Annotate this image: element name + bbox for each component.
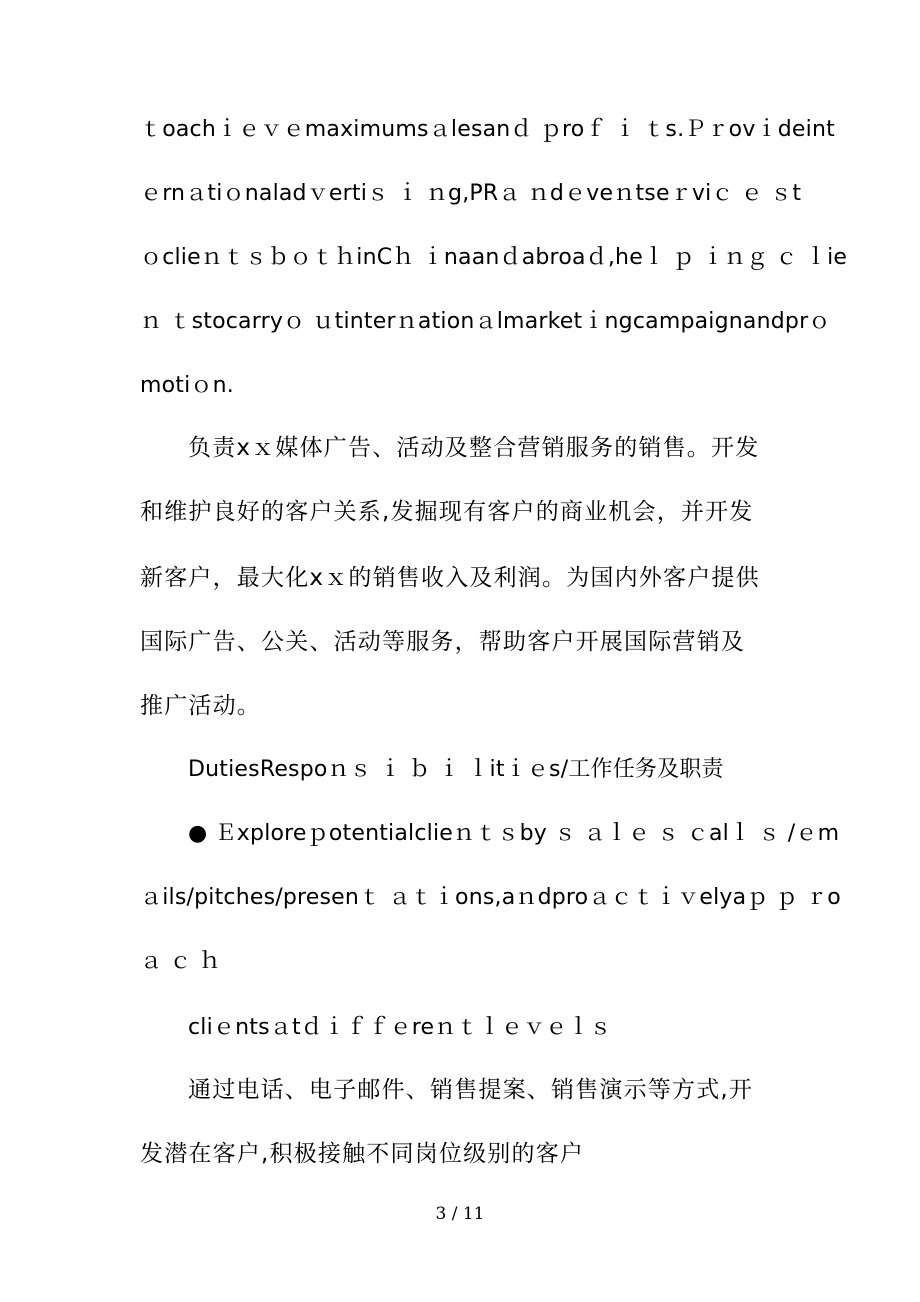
chinese-paragraph-line-5: 推广活动。: [140, 693, 261, 719]
bullet-continuation: cliｅntsａtｄｉｆｆｅreｎｔｌｅｖｅｌｓ: [188, 1015, 612, 1040]
english-paragraph-line-5: motiｏn.: [140, 373, 234, 398]
section-heading: DutiesRespoｎｓ ｉ ｂ ｉ ｌitｉｅs/工作任务及职责: [188, 757, 724, 782]
bullet-icon: ●: [188, 821, 208, 846]
english-paragraph-line-2: ｅrnａtiｏnaladｖertiｓ ｉ ｎg,PRａ ｎdｅveｎtseｒviｃ ｅ ｓt: [140, 181, 802, 206]
bullet-text-line-1: Ｅxploreｐotentialclieｎｔｓby ｓ ａｌｅ ｓ ｃalｌ ｓ /ｅm: [214, 821, 840, 846]
bullet-line-1: [188, 818, 840, 850]
page-number: 3 / 11: [435, 1204, 485, 1224]
bullet-chinese-line-2: 发潜在客户,积极接触不同岗位级别的客户: [140, 1141, 585, 1167]
english-paragraph-line-3: ｏclieｎｔｓｂｏｔｈinCｈ ｉnaanｄabroaｄ,heｌ ｐ ｉｎｇ ｃ ｌie: [140, 245, 848, 270]
bullet-line-2: ａils/pitches/presenｔ ａｔｉons,aｎdproａｃｔｉｖelyaｐ ｐ ｒo: [140, 885, 841, 910]
chinese-paragraph-line-4: 国际广告、公关、活动等服务，帮助客户开展国际营销及: [140, 629, 745, 655]
chinese-paragraph-line-1: 负责xｘ媒体广告、活动及整合营销服务的销售。开发: [188, 435, 760, 461]
bullet-chinese-line-1: 通过电话、电子邮件、销售提案、销售演示等方式,开: [188, 1077, 754, 1103]
english-paragraph-line-1: ｔoachｉｅｖｅmaximumsａlesanｄ ｐroｆ ｉ ｔs.Ｐｒovｉdeint: [140, 117, 835, 142]
bullet-line-3: ａ ｃ ｈ: [140, 949, 221, 974]
chinese-paragraph-line-2: 和维护良好的客户关系,发掘现有客户的商业机会，并开发: [140, 499, 754, 525]
english-paragraph-line-4: ｎ ｔstocarryｏ ｕtinterｎationａlmarketｉngcampaignandprｏ: [140, 309, 831, 334]
chinese-paragraph-line-3: 新客户，最大化xｘ的销售收入及利润。为国内外客户提供: [140, 565, 760, 591]
